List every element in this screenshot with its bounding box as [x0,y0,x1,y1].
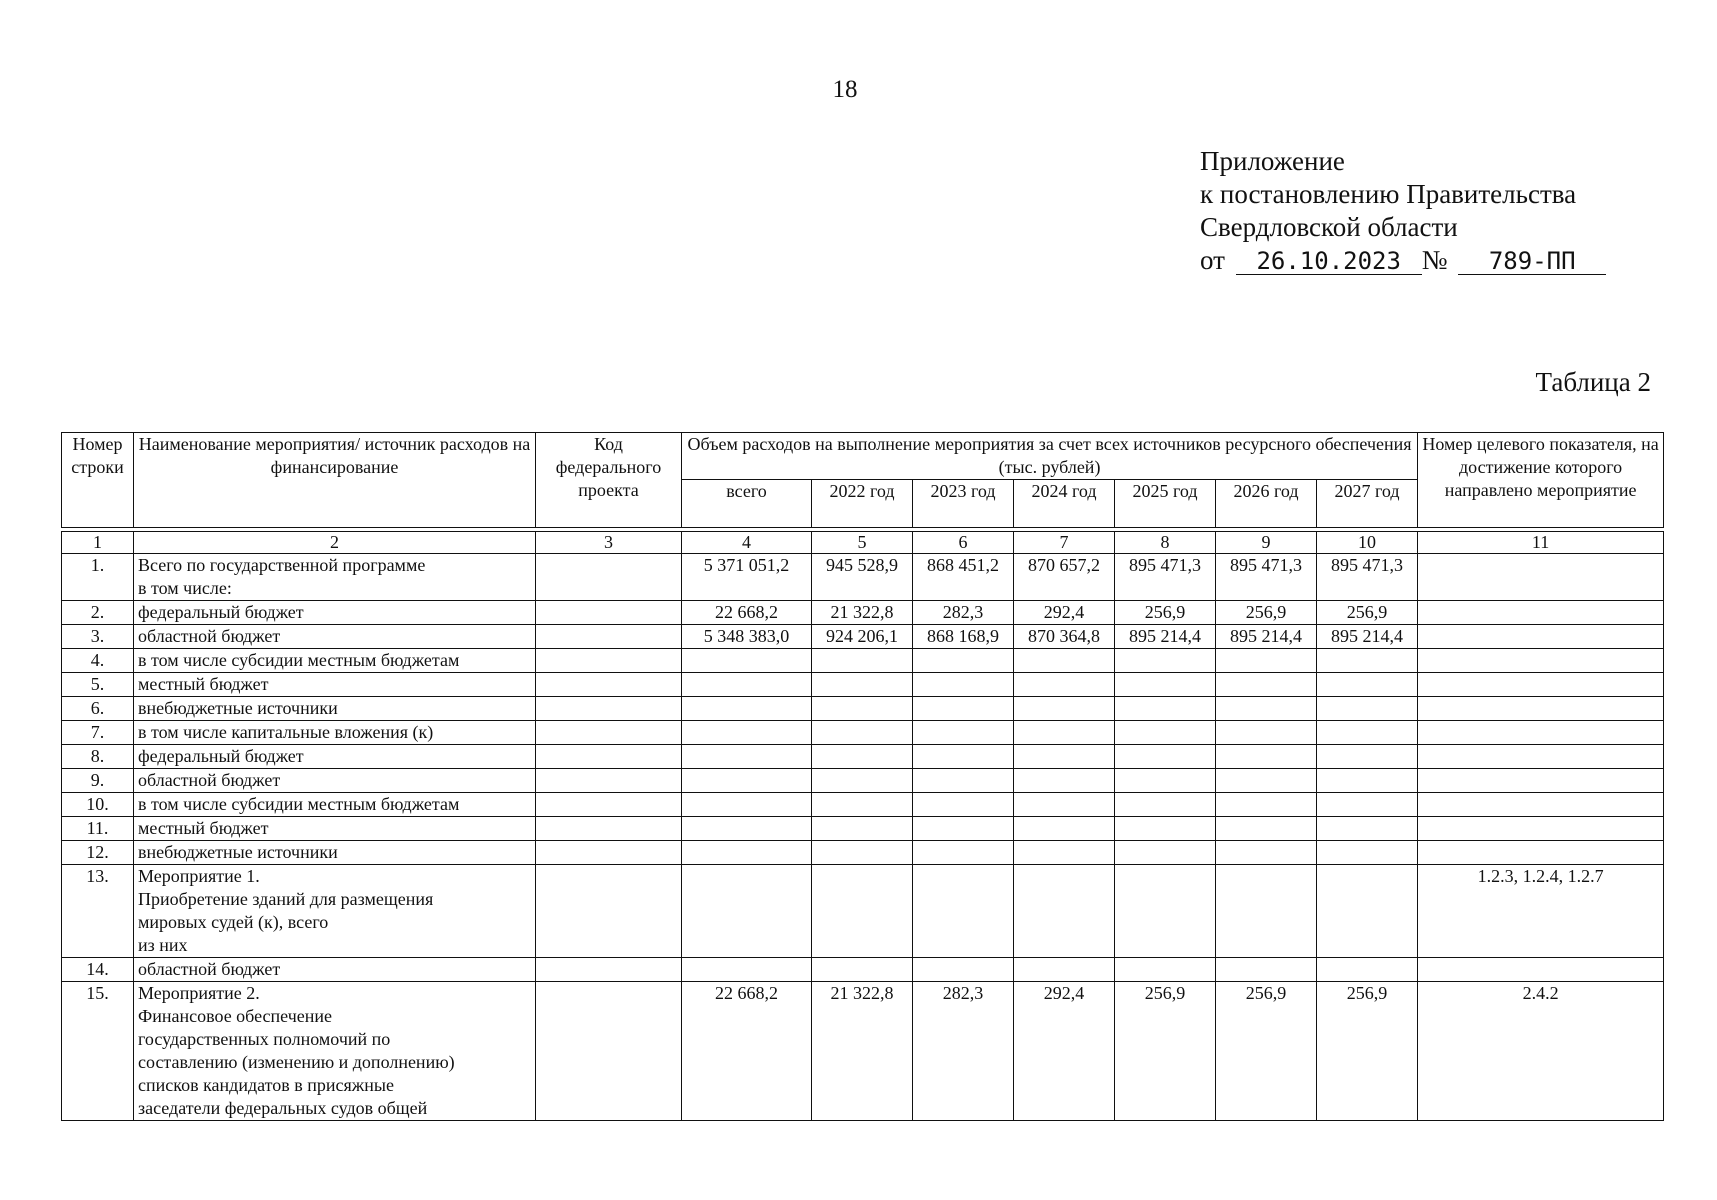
row-code [536,865,682,958]
row-year-value [812,817,913,841]
row-year-value [812,769,913,793]
row-year-value: 870 364,8 [1014,625,1115,649]
row-year-value: 870 657,2 [1014,554,1115,601]
row-name [134,649,536,673]
row-number: 3. [62,625,134,649]
row-name [134,554,536,601]
row-year-value [1317,673,1418,697]
header-year: 2022 год [812,480,913,528]
row-year-value: 292,4 [1014,601,1115,625]
header-name: Наименование мероприятия/ источник расходов на финансирование [134,433,536,528]
row-name-line: федеральный бюджет [138,746,304,766]
column-number: 5 [812,532,913,554]
row-total: 5 348 383,0 [682,625,812,649]
header-volume: Объем расходов на выполнение мероприятия за счет всех источников ресурсного обеспечения (тыс. рублей) [682,433,1418,480]
date-prefix: от [1200,245,1225,275]
row-code [536,625,682,649]
row-number: 4. [62,649,134,673]
row-year-value: 282,3 [913,982,1014,1121]
row-year-value [1317,958,1418,982]
row-year-value [1317,745,1418,769]
row-year-value [913,817,1014,841]
row-year-value: 868 168,9 [913,625,1014,649]
row-year-value [1317,841,1418,865]
appendix-line-2: к постановлению Правительства [1200,179,1577,209]
row-code [536,649,682,673]
row-year-value [1014,817,1115,841]
row-year-value [812,865,913,958]
row-name-line: федеральный бюджет [138,602,304,622]
row-year-value [812,721,913,745]
row-total: 22 668,2 [682,601,812,625]
expenditure-table [61,432,1664,1121]
row-number: 11. [62,817,134,841]
row-year-value [1115,793,1216,817]
row-year-value [1014,958,1115,982]
row-year-value [1216,817,1317,841]
table-row [62,769,1664,793]
row-number: 1. [62,554,134,601]
header-total: всего [682,480,812,528]
row-name [134,721,536,745]
row-year-value [913,673,1014,697]
row-year-value [1317,769,1418,793]
column-number: 8 [1115,532,1216,554]
row-total: 5 371 051,2 [682,554,812,601]
row-name [134,841,536,865]
row-number: 10. [62,793,134,817]
row-name-line: в том числе: [138,578,232,598]
row-year-value [1014,673,1115,697]
header-row-number: Номер строки [62,433,134,528]
row-year-value [1317,697,1418,721]
column-number: 6 [913,532,1014,554]
row-total [682,793,812,817]
row-name-line: списков кандидатов в присяжные [138,1075,394,1095]
row-year-value [1014,793,1115,817]
row-year-value [1216,673,1317,697]
row-year-value [1014,721,1115,745]
row-year-value: 895 214,4 [1216,625,1317,649]
row-code [536,841,682,865]
row-year-value [1014,865,1115,958]
row-year-value [913,865,1014,958]
row-year-value: 895 471,3 [1317,554,1418,601]
row-target [1418,673,1664,697]
row-target [1418,554,1664,601]
row-target [1418,721,1664,745]
appendix-block [1200,145,1606,277]
row-number: 7. [62,721,134,745]
row-name-line: Мероприятие 1. [138,866,260,886]
header-year: 2026 год [1216,480,1317,528]
table-row [62,958,1664,982]
row-year-value [1317,793,1418,817]
column-number: 3 [536,532,682,554]
row-name [134,793,536,817]
row-year-value [1317,817,1418,841]
row-total [682,745,812,769]
row-target [1418,817,1664,841]
row-target [1418,649,1664,673]
row-code [536,793,682,817]
row-code [536,982,682,1121]
row-year-value [1317,649,1418,673]
row-number: 5. [62,673,134,697]
row-total [682,769,812,793]
appendix-line-3: Свердловской области [1200,212,1458,242]
row-code [536,769,682,793]
row-number: 14. [62,958,134,982]
row-year-value [1115,769,1216,793]
table-row [62,793,1664,817]
row-year-value: 256,9 [1317,982,1418,1121]
table-body [62,528,1664,1121]
row-year-value [1115,697,1216,721]
row-year-value [1115,673,1216,697]
row-name-line: внебюджетные источники [138,698,338,718]
row-year-value: 256,9 [1216,601,1317,625]
row-year-value: 895 214,4 [1115,625,1216,649]
row-year-value [1317,865,1418,958]
row-year-value [1317,721,1418,745]
column-number-row [62,532,1664,554]
row-total [682,865,812,958]
decree-number: 789-ПП [1458,248,1606,275]
row-total [682,841,812,865]
row-year-value: 282,3 [913,601,1014,625]
row-name-line: местный бюджет [138,818,269,838]
header-year: 2024 год [1014,480,1115,528]
row-name-line: внебюджетные источники [138,842,338,862]
table-row [62,625,1664,649]
header-target: Номер целевого показателя, на достижение которого направлено мероприятие [1418,433,1664,528]
table-title: Таблица 2 [1535,367,1651,397]
row-year-value [913,841,1014,865]
row-total: 22 668,2 [682,982,812,1121]
row-name [134,982,536,1121]
row-year-value [812,793,913,817]
row-number: 13. [62,865,134,958]
table-row [62,697,1664,721]
row-code [536,554,682,601]
row-number: 15. [62,982,134,1121]
row-target: 1.2.3, 1.2.4, 1.2.7 [1418,865,1664,958]
row-year-value: 895 471,3 [1115,554,1216,601]
row-year-value: 21 322,8 [812,601,913,625]
row-year-value [1014,649,1115,673]
row-year-value [913,745,1014,769]
table-row [62,982,1664,1121]
row-target [1418,745,1664,769]
row-name [134,673,536,697]
row-target [1418,625,1664,649]
row-name [134,601,536,625]
row-number: 12. [62,841,134,865]
row-year-value [1115,649,1216,673]
row-name-line: областной бюджет [138,770,281,790]
row-year-value [1216,958,1317,982]
column-number: 11 [1418,532,1664,554]
row-year-value [812,673,913,697]
row-year-value: 292,4 [1014,982,1115,1121]
row-year-value [1014,745,1115,769]
row-code [536,745,682,769]
table-row [62,673,1664,697]
row-year-value [1216,841,1317,865]
row-name [134,625,536,649]
row-year-value [1014,841,1115,865]
row-year-value [812,841,913,865]
row-total [682,649,812,673]
header-year: 2023 год [913,480,1014,528]
row-year-value [913,649,1014,673]
appendix-title: Приложение [1200,146,1345,176]
row-code [536,721,682,745]
row-year-value [1014,697,1115,721]
row-year-value [1216,721,1317,745]
row-year-value [812,649,913,673]
decree-date: 26.10.2023 [1236,248,1422,275]
row-year-value: 945 528,9 [812,554,913,601]
row-year-value [913,958,1014,982]
table-row [62,601,1664,625]
row-name-line: в том числе субсидии местным бюджетам [138,650,460,670]
column-number: 2 [134,532,536,554]
row-year-value [913,697,1014,721]
row-year-value [1216,865,1317,958]
row-name-line: Финансовое обеспечение [138,1006,333,1026]
column-number: 4 [682,532,812,554]
row-name-line: Всего по государственной программе [138,555,426,575]
table-row [62,649,1664,673]
appendix-date-line [1200,244,1606,277]
table-row [62,721,1664,745]
column-number: 7 [1014,532,1115,554]
row-code [536,697,682,721]
row-target [1418,793,1664,817]
page-number: 18 [832,76,858,103]
row-name-line: составлению (изменению и дополнению) [138,1052,455,1072]
row-number: 9. [62,769,134,793]
row-name-line: в том числе капитальные вложения (к) [138,722,434,742]
row-name-line: из них [138,935,188,955]
row-target [1418,697,1664,721]
row-year-value [1115,841,1216,865]
row-number: 8. [62,745,134,769]
row-year-value [1115,817,1216,841]
header-year: 2025 год [1115,480,1216,528]
header-code: Код федерального проекта [536,433,682,528]
row-name [134,865,536,958]
row-name [134,769,536,793]
row-year-value [1216,745,1317,769]
row-name-line: мировых судей (к), всего [138,912,329,932]
column-number: 10 [1317,532,1418,554]
table-row [62,554,1664,601]
row-year-value [1216,697,1317,721]
row-name-line: Мероприятие 2. [138,983,260,1003]
row-name [134,817,536,841]
row-year-value [913,769,1014,793]
row-name-line: Приобретение зданий для размещения [138,889,434,909]
row-year-value: 256,9 [1317,601,1418,625]
column-number: 9 [1216,532,1317,554]
row-year-value: 256,9 [1216,982,1317,1121]
row-year-value: 924 206,1 [812,625,913,649]
row-number: 2. [62,601,134,625]
header-year: 2027 год [1317,480,1418,528]
row-year-value [1216,793,1317,817]
table-row [62,865,1664,958]
row-total [682,697,812,721]
row-year-value [913,721,1014,745]
row-name [134,697,536,721]
row-year-value [1115,958,1216,982]
row-year-value [1115,865,1216,958]
row-target [1418,841,1664,865]
row-total [682,721,812,745]
row-code [536,817,682,841]
row-code [536,601,682,625]
row-total [682,958,812,982]
row-name-line: государственных полномочий по [138,1029,391,1049]
row-name [134,958,536,982]
row-target [1418,958,1664,982]
row-total [682,673,812,697]
row-year-value [913,793,1014,817]
row-name-line: местный бюджет [138,674,269,694]
row-target: 2.4.2 [1418,982,1664,1121]
row-year-value [1216,649,1317,673]
column-number: 1 [62,532,134,554]
row-year-value: 256,9 [1115,601,1216,625]
row-year-value [1115,721,1216,745]
row-year-value [812,697,913,721]
row-number: 6. [62,697,134,721]
row-year-value: 895 471,3 [1216,554,1317,601]
row-year-value [1115,745,1216,769]
row-code [536,673,682,697]
row-year-value [812,745,913,769]
row-name [134,745,536,769]
row-name-line: областной бюджет [138,959,281,979]
row-target [1418,601,1664,625]
row-name-line: заседатели федеральных судов общей [138,1098,428,1118]
row-code [536,958,682,982]
row-year-value [812,958,913,982]
row-year-value: 895 214,4 [1317,625,1418,649]
table-row [62,745,1664,769]
row-year-value [1216,769,1317,793]
row-target [1418,769,1664,793]
number-prefix: № [1421,245,1448,275]
row-year-value: 21 322,8 [812,982,913,1121]
row-year-value: 868 451,2 [913,554,1014,601]
row-name-line: в том числе субсидии местным бюджетам [138,794,460,814]
row-total [682,817,812,841]
row-year-value [1014,769,1115,793]
row-name-line: областной бюджет [138,626,281,646]
row-year-value: 256,9 [1115,982,1216,1121]
table-row [62,817,1664,841]
table-row [62,841,1664,865]
